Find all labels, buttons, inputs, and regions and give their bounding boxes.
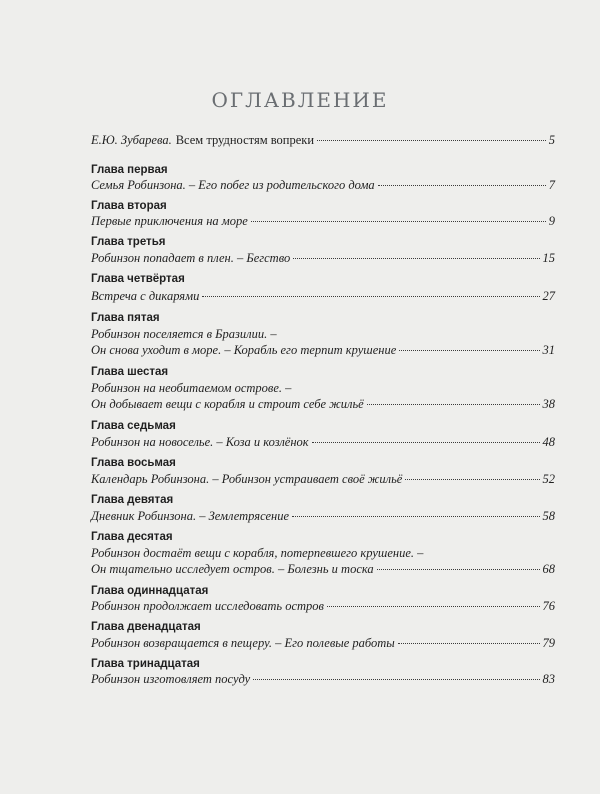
page-number: 15 [542, 251, 555, 265]
entry-title: Робинзон продолжает исследовать остров [91, 599, 324, 613]
chapter-heading: Глава седьмая [91, 420, 176, 432]
page-number: 79 [542, 636, 555, 650]
dot-leader [202, 296, 539, 297]
entry-title: Календарь Робинзона. – Робинзон устраивает своё жильё [91, 472, 403, 486]
entry-title: Робинзон на новоселье. – Коза и козлёнок [91, 435, 309, 449]
entry-title: Робинзон возвращается в пещеру. – Его полевые работы [91, 636, 395, 650]
chapter-heading: Глава тринадцатая [91, 658, 200, 670]
toc-entry[interactable] [91, 471, 555, 487]
entry-title: Первые приключения на море [91, 214, 248, 228]
toc-entry[interactable] [91, 250, 555, 266]
dot-leader [327, 606, 540, 607]
entry-title: Робинзон на необитаемом острове. – [91, 381, 292, 395]
toc-entry[interactable] [91, 177, 555, 193]
chapter-heading: Глава вторая [91, 200, 167, 212]
dot-leader [405, 479, 539, 480]
entry-title: Встреча с дикарями [91, 289, 200, 303]
toc-entry[interactable] [91, 213, 555, 229]
chapter-heading: Глава восьмая [91, 457, 176, 469]
toc-entry[interactable] [91, 508, 555, 524]
page-number: 31 [542, 343, 555, 357]
page-number: 9 [548, 214, 555, 228]
entry-title: Робинзон достаёт вещи с корабля, потерпевшего крушение. – [91, 546, 424, 560]
page-number: 5 [548, 133, 555, 147]
dot-leader [251, 221, 546, 222]
page-number: 58 [542, 509, 555, 523]
page-number: 48 [542, 435, 555, 449]
entry-title: Робинзон изготовляет посуду [91, 672, 251, 686]
dot-leader [367, 404, 540, 405]
toc-entry[interactable] [91, 635, 555, 651]
entry-title: Он снова уходит в море. – Корабль его терпит крушение [91, 343, 397, 357]
entry-title: Он добывает вещи с корабля и строит себе жильё [91, 397, 364, 411]
dot-leader [317, 140, 546, 141]
chapter-heading: Глава третья [91, 236, 166, 248]
page-number: 52 [542, 472, 555, 486]
entry-title: Семья Робинзона. – Его побег из родительского дома [91, 178, 375, 192]
page-number: 83 [542, 672, 555, 686]
dot-leader [377, 569, 540, 570]
dot-leader [399, 350, 539, 351]
toc-intro-entry[interactable] [91, 132, 555, 148]
toc-entry[interactable] [91, 598, 555, 614]
dot-leader [293, 258, 539, 259]
page-number: 7 [548, 178, 555, 192]
dot-leader [292, 516, 540, 517]
dot-leader [253, 679, 539, 680]
page-number: 27 [542, 289, 555, 303]
toc-entry[interactable] [91, 396, 555, 412]
page-title: оглавление [211, 80, 389, 114]
dot-leader [312, 442, 540, 443]
page-number: 76 [542, 599, 555, 613]
dot-leader [378, 185, 546, 186]
toc-entry[interactable] [91, 561, 555, 577]
chapter-heading: Глава четвёртая [91, 273, 185, 285]
chapter-heading: Глава двенадцатая [91, 621, 201, 633]
chapter-heading: Глава десятая [91, 531, 173, 543]
chapter-heading: Глава девятая [91, 494, 174, 506]
dot-leader [398, 643, 540, 644]
entry-title: Дневник Робинзона. – Землетрясение [91, 509, 289, 523]
entry-title: Робинзон поселяется в Бразилии. – [91, 327, 277, 341]
toc-entry-line[interactable] [91, 326, 555, 342]
page-number: 38 [542, 397, 555, 411]
page-number: 68 [542, 562, 555, 576]
chapter-heading: Глава шестая [91, 366, 169, 378]
intro-title: Всем трудностям вопреки [175, 133, 315, 147]
chapter-heading: Глава одиннадцатая [91, 585, 209, 597]
chapter-heading: Глава первая [91, 164, 168, 176]
toc-entry[interactable] [91, 342, 555, 358]
toc-entry-line[interactable] [91, 545, 555, 561]
entry-title: Он тщательно исследует остров. – Болезнь и тоска [91, 562, 374, 576]
intro-author: Е.Ю. Зубарева. [91, 133, 172, 147]
toc-entry[interactable] [91, 434, 555, 450]
toc-entry[interactable] [91, 671, 555, 687]
entry-title: Робинзон попадает в плен. – Бегство [91, 251, 291, 265]
toc-entry[interactable] [91, 288, 555, 304]
toc-entry-line[interactable] [91, 380, 555, 396]
chapter-heading: Глава пятая [91, 312, 160, 324]
